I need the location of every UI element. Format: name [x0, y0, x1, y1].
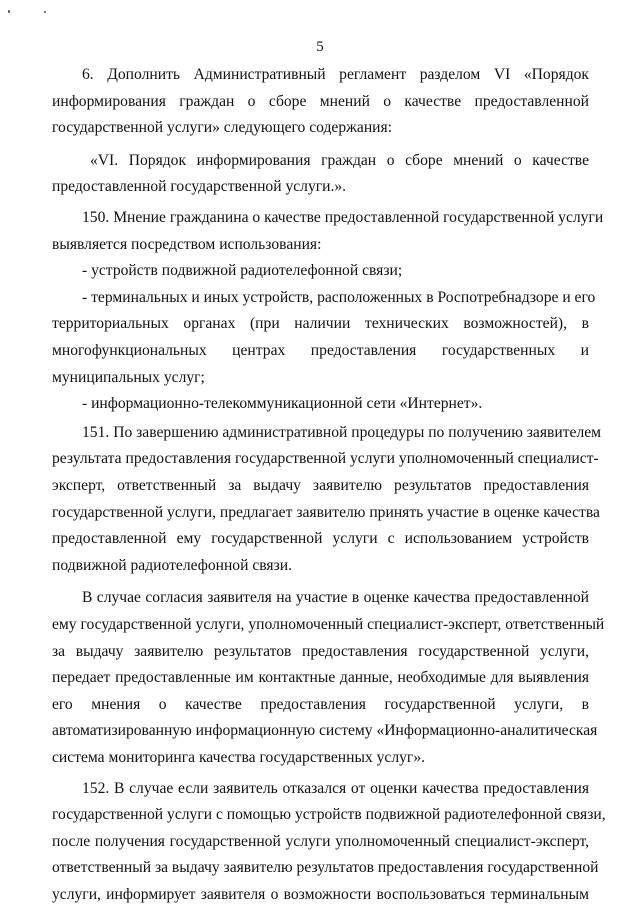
text-line: выявляется посредством использования:: [52, 236, 322, 253]
text-line: информирования граждан о сборе мнений о качестве предоставленной: [52, 93, 589, 110]
text-line: система мониторинга качества государственных услуг».: [52, 749, 426, 766]
text-line: 151. По завершению административной процедуры по получению заявителем: [82, 424, 602, 441]
text-line: - информационно-телекоммуникационной сети «Интернет».: [82, 395, 483, 412]
text-line: - терминальных и иных устройств, расположенных в Роспотребнадзоре и его: [82, 289, 596, 306]
text-line: после получения государственной услуги уполномоченный специалист-эксперт,: [52, 833, 589, 850]
text-line: его мнения о качестве предоставления государственной услуги, в: [52, 696, 589, 713]
text-line: подвижной радиотелефонной связи.: [52, 557, 292, 574]
text-line: - устройств подвижной радиотелефонной связи;: [82, 262, 403, 279]
scan-speck: [8, 10, 10, 13]
text-line: автоматизированную информационную систему «Информационно-аналитическая: [52, 722, 598, 739]
text-line: «VI. Порядок информирования граждан о сборе мнений о качестве: [90, 152, 589, 169]
text-line: ему государственной услуги, уполномоченный специалист-эксперт, ответственный: [52, 616, 605, 633]
text-line: передает предоставленные им контактные данные, необходимые для выявления: [52, 669, 589, 686]
text-line: 6. Дополнить Административный регламент разделом VI «Порядок: [82, 66, 589, 83]
page-number: 5: [316, 39, 324, 55]
text-line: государственной услуги с помощью устройств подвижной радиотелефонной связи,: [52, 806, 606, 823]
text-line: услуги, информирует заявителя о возможности воспользоваться терминальным: [52, 886, 589, 903]
text-line: территориальных органах (при наличии технических возможностей), в: [52, 315, 589, 332]
text-line: предоставленной ему государственной услуги с использованием устройств: [52, 530, 589, 547]
text-line: за выдачу заявителю результатов предоставления государственной услуги,: [52, 643, 589, 660]
text-line: государственной услуги» следующего содержания:: [52, 119, 393, 136]
text-line: предоставленной государственной услуги.».: [52, 178, 347, 195]
text-line: 152. В случае если заявитель отказался от оценки качества предоставления: [82, 780, 589, 797]
text-line: результата предоставления государственной услуги уполномоченный специалист-: [52, 450, 599, 467]
text-line: В случае согласия заявителя на участие в оценке качества предоставленной: [82, 589, 589, 606]
text-line: государственной услуги, предлагает заявителю принять участие в оценке качества: [52, 504, 600, 521]
text-line: эксперт, ответственный за выдачу заявителю результатов предоставления: [52, 477, 589, 494]
text-line: ответственный за выдачу заявителю результатов предоставления государственной: [52, 859, 599, 876]
scan-speck: [44, 11, 46, 13]
text-line: многофункциональных центрах предоставления государственных и: [52, 342, 589, 359]
text-line: муниципальных услуг;: [52, 369, 205, 386]
text-line: 150. Мнение гражданина о качестве предоставленной государственной услуги: [82, 209, 604, 226]
